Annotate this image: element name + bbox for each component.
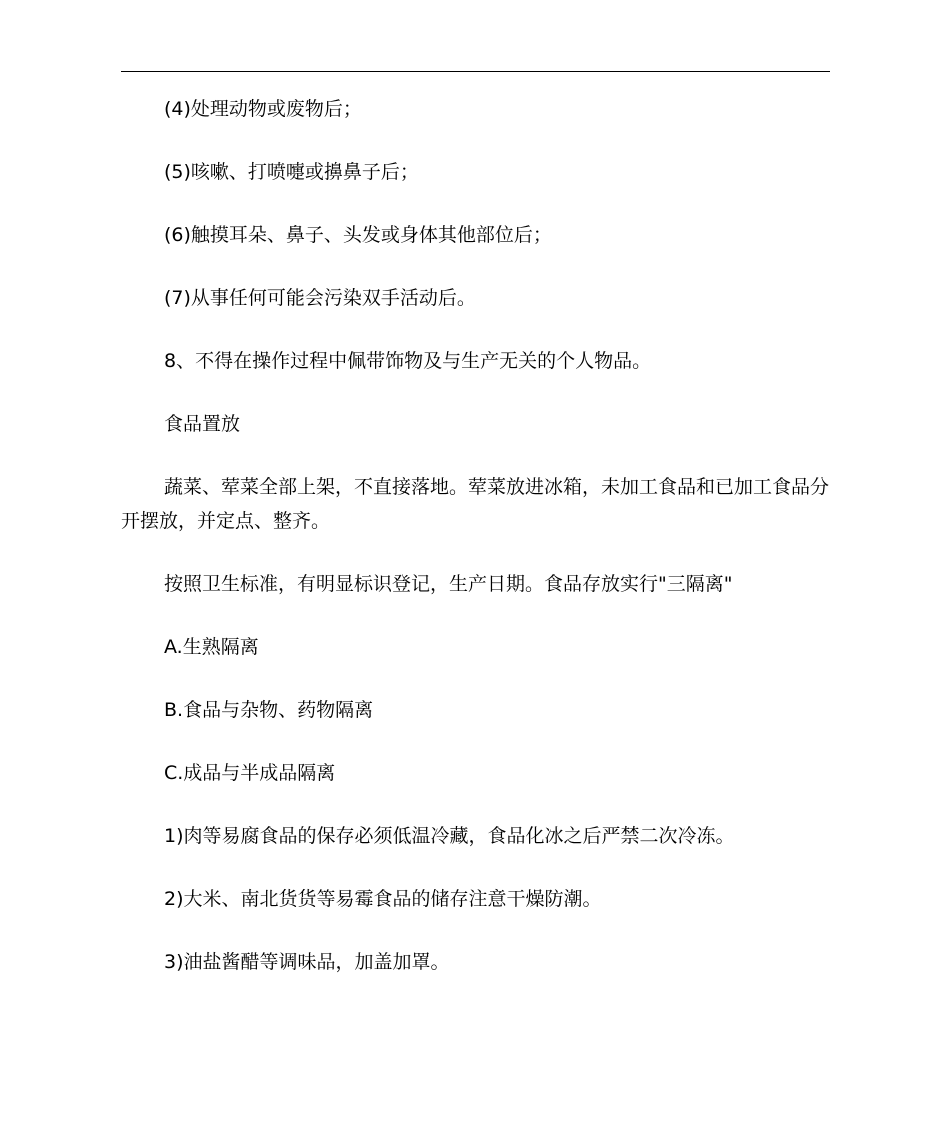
paragraph-vegetables-meat: 蔬菜、荤菜全部上架，不直接落地。荤菜放进冰箱，未加工食品和已加工食品分开摆放，并定点、整齐。 — [121, 476, 830, 532]
list-item-touching-body: (6)触摸耳朵、鼻子、头发或身体其他部位后； — [164, 224, 552, 246]
section-heading-food-storage: 食品置放 — [164, 413, 241, 435]
list-item-raw-cooked: A.生熟隔离 — [164, 636, 259, 658]
list-item-coughing-sneezing: (5)咳嗽、打喷嚏或擤鼻子后； — [164, 161, 419, 183]
list-item-contaminating-activity: (7)从事任何可能会污染双手活动后。 — [164, 287, 476, 309]
list-item-finished-semifinished: C.成品与半成品隔离 — [164, 762, 336, 784]
paragraph-hygiene-standards: 按照卫生标准，有明显标识登记，生产日期。食品存放实行"三隔离" — [164, 573, 733, 595]
list-item-handling-animals: (4)处理动物或废物后； — [164, 98, 362, 120]
document-body — [121, 92, 830, 1008]
list-item-perishable-cold: 1)肉等易腐食品的保存必须低温冷藏，食品化冰之后严禁二次冷冻。 — [164, 825, 735, 847]
list-item-food-sundries: B.食品与杂物、药物隔离 — [164, 699, 374, 721]
list-item-dry-goods: 2)大米、南北货货等易霉食品的储存注意干燥防潮。 — [164, 888, 602, 910]
header-divider — [121, 71, 830, 72]
list-item-condiments: 3)油盐酱醋等调味品，加盖加罩。 — [164, 951, 450, 973]
rule-no-accessories: 8、不得在操作过程中佩带饰物及与生产无关的个人物品。 — [164, 350, 652, 372]
